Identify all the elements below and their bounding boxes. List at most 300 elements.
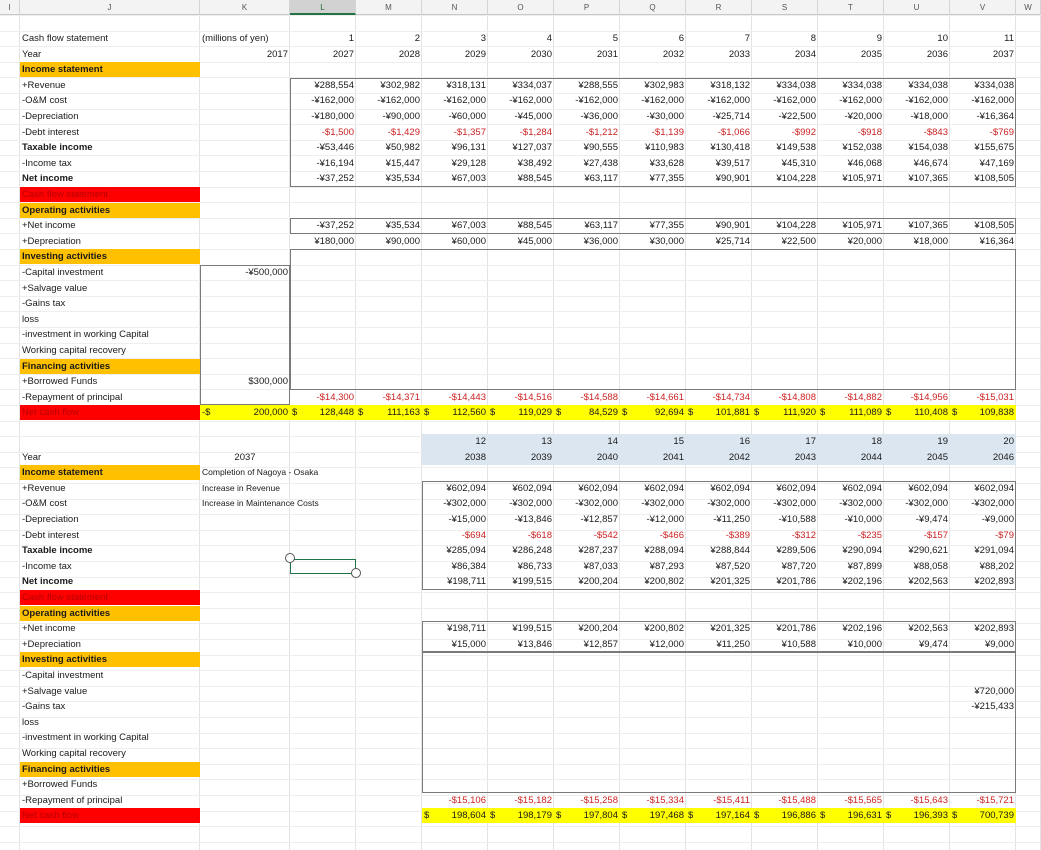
bottom-om-cell[interactable]: -¥302,000 xyxy=(773,498,816,509)
currency-symbol[interactable]: $ xyxy=(622,810,628,821)
bottom-op-net-income-cell[interactable]: ¥202,563 xyxy=(908,623,948,634)
top-row-label[interactable]: Operating activities xyxy=(20,203,200,218)
bottom-om-cell[interactable]: -¥302,000 xyxy=(641,498,684,509)
top-row-label[interactable]: -Capital investment xyxy=(22,267,104,278)
bottom-depreciation-cell[interactable]: -¥15,000 xyxy=(448,514,486,525)
top-row-label[interactable]: -Income tax xyxy=(22,158,72,169)
top-taxable-cell[interactable]: ¥90,555 xyxy=(583,142,618,153)
bottom-net-income-cell[interactable]: ¥199,515 xyxy=(512,576,552,587)
bottom-revenue-cell[interactable]: ¥602,094 xyxy=(578,483,618,494)
bottom-op-depreciation-cell[interactable]: ¥9,474 xyxy=(918,639,948,650)
top-year-cell[interactable]: 2030 xyxy=(530,49,552,60)
top-netcf-cell[interactable]: 200,000 xyxy=(253,407,288,418)
top-netcf-cell[interactable]: 101,881 xyxy=(715,407,750,418)
bottom-net-income-cell[interactable]: ¥201,786 xyxy=(776,576,816,587)
top-interest-cell[interactable]: -$1,066 xyxy=(717,127,750,138)
top-repayment-cell[interactable]: -$14,661 xyxy=(646,392,684,403)
bottom-interest-cell[interactable]: -$157 xyxy=(923,530,948,541)
bottom-index-cell[interactable]: 20 xyxy=(1003,436,1014,447)
top-om-cell[interactable]: -¥162,000 xyxy=(443,95,486,106)
top-row-label[interactable]: Financing activities xyxy=(20,359,200,374)
bottom-op-depreciation-cell[interactable]: ¥10,000 xyxy=(847,639,882,650)
bottom-interest-cell[interactable]: -$235 xyxy=(857,530,882,541)
top-taxable-cell[interactable]: ¥50,982 xyxy=(385,142,420,153)
bottom-op-depreciation-cell[interactable]: ¥9,000 xyxy=(984,639,1014,650)
top-index-cell[interactable]: 11 xyxy=(1004,33,1014,44)
top-interest-cell[interactable]: -$1,429 xyxy=(387,127,420,138)
bottom-repayment-cell[interactable]: -$15,106 xyxy=(448,795,486,806)
top-index-cell[interactable]: 5 xyxy=(612,33,618,44)
top-tax-cell[interactable]: ¥47,169 xyxy=(979,158,1014,169)
top-depreciation-cell[interactable]: -¥30,000 xyxy=(646,111,684,122)
bottom-depreciation-cell[interactable]: -¥10,588 xyxy=(778,514,816,525)
bottom-op-net-income-cell[interactable]: ¥200,802 xyxy=(644,623,684,634)
column-header-o[interactable]: O xyxy=(488,0,554,15)
bottom-revenue-cell[interactable]: ¥602,094 xyxy=(974,483,1014,494)
bottom-tax-cell[interactable]: ¥86,733 xyxy=(517,561,552,572)
column-header-u[interactable]: U xyxy=(884,0,950,15)
bottom-taxable-cell[interactable]: ¥290,621 xyxy=(908,545,948,556)
bottom-row-label[interactable]: -O&M cost xyxy=(22,498,67,509)
top-row-label[interactable]: -O&M cost xyxy=(22,95,67,106)
top-repayment-cell[interactable]: -$15,031 xyxy=(976,392,1014,403)
currency-symbol[interactable]: $ xyxy=(424,810,430,821)
bottom-net-income-cell[interactable]: ¥200,204 xyxy=(578,576,618,587)
bottom-taxable-cell[interactable]: ¥289,506 xyxy=(776,545,816,556)
bottom-row-label[interactable]: -Income tax xyxy=(22,561,72,572)
currency-symbol[interactable]: $ xyxy=(490,407,496,418)
bottom-note[interactable]: Increase in Maintenance Costs xyxy=(202,498,319,508)
top-row-label[interactable]: -Repayment of principal xyxy=(22,392,123,403)
top-year-cell[interactable]: 2037 xyxy=(992,49,1014,60)
bottom-netcf-cell[interactable]: 198,604 xyxy=(451,810,486,821)
bottom-op-depreciation-cell[interactable]: ¥11,250 xyxy=(716,639,750,650)
column-header-l[interactable]: L xyxy=(290,0,356,15)
top-om-cell[interactable]: -¥162,000 xyxy=(971,95,1014,106)
bottom-row-label[interactable]: +Net income xyxy=(22,623,76,634)
top-net-income-cell[interactable]: ¥88,545 xyxy=(517,173,552,184)
top-taxable-cell[interactable]: ¥130,418 xyxy=(710,142,750,153)
bottom-row-label[interactable]: +Depreciation xyxy=(22,639,81,650)
resize-handle-left[interactable] xyxy=(285,553,295,563)
top-revenue-cell[interactable]: ¥288,555 xyxy=(578,80,618,91)
bottom-om-cell[interactable]: -¥302,000 xyxy=(443,498,486,509)
top-taxable-cell[interactable]: ¥152,038 xyxy=(842,142,882,153)
top-index-cell[interactable]: 10 xyxy=(937,33,948,44)
top-year-cell[interactable]: 2035 xyxy=(860,49,882,60)
top-repayment-cell[interactable]: -$14,734 xyxy=(712,392,750,403)
column-header-m[interactable]: M xyxy=(356,0,422,15)
bottom-index-cell[interactable]: 17 xyxy=(805,436,816,447)
bottom-row-label[interactable]: Investing activities xyxy=(20,652,200,667)
bottom-depreciation-cell[interactable]: -¥13,846 xyxy=(514,514,552,525)
bottom-tax-cell[interactable]: ¥88,202 xyxy=(979,561,1014,572)
bottom-net-income-cell[interactable]: ¥202,563 xyxy=(908,576,948,587)
top-net-income-cell[interactable]: ¥107,365 xyxy=(908,173,948,184)
currency-symbol[interactable]: $ xyxy=(952,810,958,821)
bottom-note[interactable]: Completion of Nagoya - Osaka xyxy=(202,467,319,477)
bottom-year-label[interactable]: Year xyxy=(22,452,42,463)
top-op-net-income-cell[interactable]: ¥35,534 xyxy=(385,220,420,231)
top-borrowed-funds-cell[interactable]: $300,000 xyxy=(248,376,288,387)
top-index-cell[interactable]: 4 xyxy=(546,33,552,44)
top-om-cell[interactable]: -¥162,000 xyxy=(773,95,816,106)
top-op-depreciation-cell[interactable]: ¥45,000 xyxy=(517,236,552,247)
top-revenue-cell[interactable]: ¥334,038 xyxy=(974,80,1014,91)
top-op-depreciation-cell[interactable]: ¥180,000 xyxy=(314,236,354,247)
top-op-net-income-cell[interactable]: ¥63,117 xyxy=(584,220,618,231)
top-om-cell[interactable]: -¥162,000 xyxy=(641,95,684,106)
bottom-netcf-cell[interactable]: 197,164 xyxy=(715,810,750,821)
top-depreciation-cell[interactable]: -¥22,500 xyxy=(778,111,816,122)
bottom-depreciation-cell[interactable]: -¥10,000 xyxy=(844,514,882,525)
bottom-row-label[interactable]: +Salvage value xyxy=(22,686,88,697)
bottom-index-cell[interactable]: 15 xyxy=(673,436,684,447)
top-op-depreciation-cell[interactable]: ¥36,000 xyxy=(583,236,618,247)
currency-symbol[interactable]: $ xyxy=(556,810,562,821)
top-revenue-cell[interactable]: ¥334,038 xyxy=(908,80,948,91)
column-header-w[interactable]: W xyxy=(1016,0,1041,15)
top-netcf-cell[interactable]: 84,529 xyxy=(588,407,618,418)
top-tax-cell[interactable]: ¥45,310 xyxy=(781,158,816,169)
top-op-depreciation-cell[interactable]: ¥90,000 xyxy=(385,236,420,247)
bottom-year-cell[interactable]: 2039 xyxy=(530,452,552,463)
top-tax-cell[interactable]: -¥16,194 xyxy=(316,158,354,169)
top-repayment-cell[interactable]: -$14,443 xyxy=(448,392,486,403)
bottom-row-label[interactable]: -investment in working Capital xyxy=(22,732,149,743)
top-year-cell[interactable]: 2027 xyxy=(332,49,354,60)
bottom-netcf-cell[interactable]: 196,631 xyxy=(847,810,882,821)
top-row-label[interactable]: loss xyxy=(22,314,39,325)
bottom-row-label[interactable]: -Debt interest xyxy=(22,530,80,541)
bottom-year-cell[interactable]: 2044 xyxy=(860,452,882,463)
bottom-row-label[interactable]: -Depreciation xyxy=(22,514,79,525)
bottom-op-depreciation-cell[interactable]: ¥13,846 xyxy=(517,639,552,650)
top-interest-cell[interactable]: -$1,284 xyxy=(519,127,552,138)
bottom-net-income-cell[interactable]: ¥200,802 xyxy=(644,576,684,587)
bottom-row-label[interactable]: +Borrowed Funds xyxy=(22,779,98,790)
currency-symbol[interactable]: $ xyxy=(886,810,892,821)
bottom-revenue-cell[interactable]: ¥602,094 xyxy=(908,483,948,494)
bottom-repayment-cell[interactable]: -$15,258 xyxy=(580,795,618,806)
bottom-row-label[interactable]: Taxable income xyxy=(22,545,93,556)
top-net-income-cell[interactable]: ¥108,505 xyxy=(974,173,1014,184)
top-interest-cell[interactable]: -$1,357 xyxy=(453,127,486,138)
bottom-interest-cell[interactable]: -$389 xyxy=(725,530,750,541)
top-index-cell[interactable]: 1 xyxy=(348,33,354,44)
top-row-label[interactable]: +Revenue xyxy=(22,80,66,91)
top-net-income-cell[interactable]: ¥105,971 xyxy=(842,173,882,184)
bottom-op-net-income-cell[interactable]: ¥199,515 xyxy=(512,623,552,634)
bottom-om-cell[interactable]: -¥302,000 xyxy=(839,498,882,509)
column-header-k[interactable]: K xyxy=(200,0,290,15)
top-row-label[interactable]: +Depreciation xyxy=(22,236,81,247)
top-depreciation-cell[interactable]: -¥25,714 xyxy=(712,111,750,122)
bottom-revenue-cell[interactable]: ¥602,094 xyxy=(446,483,486,494)
top-depreciation-cell[interactable]: -¥45,000 xyxy=(514,111,552,122)
top-depreciation-cell[interactable]: -¥60,000 xyxy=(448,111,486,122)
bottom-index-cell[interactable]: 18 xyxy=(871,436,882,447)
column-header-i[interactable]: I xyxy=(0,0,20,15)
top-tax-cell[interactable]: ¥15,447 xyxy=(385,158,420,169)
bottom-row-label[interactable]: -Capital investment xyxy=(22,670,104,681)
top-index-cell[interactable]: 3 xyxy=(480,33,486,44)
top-interest-cell[interactable]: -$769 xyxy=(989,127,1014,138)
currency-symbol[interactable]: $ xyxy=(820,407,826,418)
bottom-interest-cell[interactable]: -$542 xyxy=(593,530,618,541)
top-op-net-income-cell[interactable]: ¥90,901 xyxy=(715,220,750,231)
top-interest-cell[interactable]: -$843 xyxy=(923,127,948,138)
top-netcf-cell[interactable]: 109,838 xyxy=(979,407,1014,418)
currency-symbol[interactable]: $ xyxy=(688,407,694,418)
top-op-depreciation-cell[interactable]: ¥60,000 xyxy=(451,236,486,247)
bottom-tax-cell[interactable]: ¥87,520 xyxy=(715,561,750,572)
top-repayment-cell[interactable]: -$14,882 xyxy=(844,392,882,403)
top-unit[interactable]: (millions of yen) xyxy=(202,33,269,44)
bottom-repayment-cell[interactable]: -$15,721 xyxy=(976,795,1014,806)
bottom-taxable-cell[interactable]: ¥291,094 xyxy=(974,545,1014,556)
top-revenue-cell[interactable]: ¥334,037 xyxy=(512,80,552,91)
top-row-label[interactable]: +Salvage value xyxy=(22,283,88,294)
bottom-year-note[interactable]: 2037 xyxy=(234,452,256,463)
top-op-net-income-cell[interactable]: ¥107,365 xyxy=(908,220,948,231)
bottom-tax-cell[interactable]: ¥87,720 xyxy=(781,561,816,572)
top-tax-cell[interactable]: ¥33,628 xyxy=(649,158,684,169)
top-row-label[interactable]: -Debt interest xyxy=(22,127,80,138)
top-index-cell[interactable]: 7 xyxy=(744,33,750,44)
column-header-v[interactable]: V xyxy=(950,0,1016,15)
bottom-index-cell[interactable]: 12 xyxy=(475,436,486,447)
top-repayment-cell[interactable]: -$14,371 xyxy=(382,392,420,403)
bottom-op-depreciation-cell[interactable]: ¥12,857 xyxy=(583,639,618,650)
currency-symbol[interactable]: $ xyxy=(688,810,694,821)
top-year-cell[interactable]: 2029 xyxy=(464,49,486,60)
bottom-year-cell[interactable]: 2045 xyxy=(926,452,948,463)
column-header-q[interactable]: Q xyxy=(620,0,686,15)
bottom-salvage-cell[interactable]: ¥720,000 xyxy=(974,686,1014,697)
top-depreciation-cell[interactable]: -¥90,000 xyxy=(382,111,420,122)
bottom-row-label[interactable]: Operating activities xyxy=(20,606,200,621)
top-row-label[interactable]: Net cash flow xyxy=(20,405,200,420)
bottom-repayment-cell[interactable]: -$15,182 xyxy=(514,795,552,806)
currency-symbol[interactable]: $ xyxy=(952,407,958,418)
bottom-interest-cell[interactable]: -$694 xyxy=(461,530,486,541)
bottom-note[interactable]: Increase in Revenue xyxy=(202,483,280,493)
top-row-label[interactable]: -Depreciation xyxy=(22,111,79,122)
bottom-op-depreciation-cell[interactable]: ¥10,588 xyxy=(781,639,816,650)
bottom-row-label[interactable]: Net income xyxy=(22,576,74,587)
bottom-repayment-cell[interactable]: -$15,334 xyxy=(646,795,684,806)
top-revenue-cell[interactable]: ¥288,554 xyxy=(314,80,354,91)
top-netcf-cell[interactable]: 119,029 xyxy=(518,407,552,418)
column-header-p[interactable]: P xyxy=(554,0,620,15)
top-taxable-cell[interactable]: ¥110,983 xyxy=(645,142,684,153)
bottom-taxable-cell[interactable]: ¥288,094 xyxy=(644,545,684,556)
bottom-index-cell[interactable]: 19 xyxy=(937,436,948,447)
top-om-cell[interactable]: -¥162,000 xyxy=(575,95,618,106)
currency-symbol[interactable]: $ xyxy=(490,810,496,821)
top-net-income-cell[interactable]: ¥90,901 xyxy=(715,173,750,184)
top-net-income-cell[interactable]: ¥67,003 xyxy=(451,173,486,184)
bottom-net-income-cell[interactable]: ¥202,893 xyxy=(974,576,1014,587)
top-tax-cell[interactable]: ¥46,674 xyxy=(913,158,948,169)
currency-symbol[interactable]: $ xyxy=(820,810,826,821)
bottom-tax-cell[interactable]: ¥88,058 xyxy=(913,561,948,572)
top-tax-cell[interactable]: ¥46,068 xyxy=(847,158,882,169)
top-netcf-cell[interactable]: 92,694 xyxy=(654,407,684,418)
top-interest-cell[interactable]: -$918 xyxy=(857,127,882,138)
top-repayment-cell[interactable]: -$14,516 xyxy=(514,392,552,403)
bottom-interest-cell[interactable]: -$79 xyxy=(994,530,1014,541)
top-taxable-cell[interactable]: ¥154,038 xyxy=(908,142,948,153)
bottom-netcf-cell[interactable]: 196,886 xyxy=(781,810,816,821)
top-year-cell[interactable]: 2028 xyxy=(398,49,420,60)
top-year-label[interactable]: Year xyxy=(22,49,42,60)
bottom-om-cell[interactable]: -¥302,000 xyxy=(905,498,948,509)
bottom-row-label[interactable]: Income statement xyxy=(20,465,200,480)
top-revenue-cell[interactable]: ¥302,983 xyxy=(644,80,684,91)
top-op-net-income-cell[interactable]: ¥104,228 xyxy=(776,220,816,231)
top-revenue-cell[interactable]: ¥334,038 xyxy=(776,80,816,91)
top-depreciation-cell[interactable]: -¥18,000 xyxy=(910,111,948,122)
top-op-depreciation-cell[interactable]: ¥25,714 xyxy=(715,236,750,247)
bottom-interest-cell[interactable]: -$618 xyxy=(527,530,552,541)
currency-symbol[interactable]: $ xyxy=(556,407,562,418)
top-taxable-cell[interactable]: ¥155,675 xyxy=(974,142,1014,153)
top-op-net-income-cell[interactable]: ¥77,355 xyxy=(649,220,684,231)
currency-symbol[interactable]: $ xyxy=(292,407,298,418)
top-op-net-income-cell[interactable]: ¥67,003 xyxy=(451,220,486,231)
top-om-cell[interactable]: -¥162,000 xyxy=(311,95,354,106)
bottom-op-depreciation-cell[interactable]: ¥12,000 xyxy=(649,639,684,650)
top-netcf-cell[interactable]: 111,089 xyxy=(849,407,882,418)
top-depreciation-cell[interactable]: -¥36,000 xyxy=(580,111,618,122)
top-row-label[interactable]: Income statement xyxy=(20,62,200,77)
top-netcf-cell[interactable]: 111,920 xyxy=(783,407,816,418)
top-row-label[interactable]: +Net income xyxy=(22,220,76,231)
bottom-op-net-income-cell[interactable]: ¥201,325 xyxy=(710,623,750,634)
bottom-index-cell[interactable]: 14 xyxy=(607,436,618,447)
bottom-tax-cell[interactable]: ¥87,899 xyxy=(847,561,882,572)
bottom-row-label[interactable]: Cash flow statement xyxy=(20,590,200,605)
bottom-repayment-cell[interactable]: -$15,488 xyxy=(778,795,816,806)
top-taxable-cell[interactable]: ¥149,538 xyxy=(776,142,816,153)
currency-symbol[interactable]: $ xyxy=(424,407,430,418)
top-taxable-cell[interactable]: ¥127,037 xyxy=(512,142,552,153)
bottom-depreciation-cell[interactable]: -¥9,000 xyxy=(981,514,1014,525)
top-capital-investment-cell[interactable]: -¥500,000 xyxy=(245,267,288,278)
top-net-income-cell[interactable]: ¥104,228 xyxy=(776,173,816,184)
top-op-depreciation-cell[interactable]: ¥16,364 xyxy=(979,236,1014,247)
bottom-tax-cell[interactable]: ¥86,384 xyxy=(451,561,486,572)
top-revenue-cell[interactable]: ¥302,982 xyxy=(380,80,420,91)
top-tax-cell[interactable]: ¥39,517 xyxy=(715,158,750,169)
top-op-depreciation-cell[interactable]: ¥18,000 xyxy=(913,236,948,247)
top-om-cell[interactable]: -¥162,000 xyxy=(905,95,948,106)
bottom-op-net-income-cell[interactable]: ¥202,893 xyxy=(974,623,1014,634)
bottom-depreciation-cell[interactable]: -¥12,857 xyxy=(580,514,618,525)
top-revenue-cell[interactable]: ¥318,132 xyxy=(710,80,750,91)
bottom-revenue-cell[interactable]: ¥602,094 xyxy=(512,483,552,494)
top-depreciation-cell[interactable]: -¥180,000 xyxy=(311,111,354,122)
top-netcf-cell[interactable]: 110,408 xyxy=(914,407,948,418)
bottom-taxable-cell[interactable]: ¥286,248 xyxy=(512,545,552,556)
top-op-net-income-cell[interactable]: ¥88,545 xyxy=(517,220,552,231)
resize-handle-right[interactable] xyxy=(351,568,361,578)
column-header-s[interactable]: S xyxy=(752,0,818,15)
top-row-label[interactable]: Cash flow statement xyxy=(20,187,200,202)
bottom-gains-tax-cell[interactable]: -¥215,433 xyxy=(971,701,1014,712)
bottom-year-cell[interactable]: 2040 xyxy=(596,452,618,463)
top-netcf-cell[interactable]: 128,448 xyxy=(319,407,354,418)
top-row-label[interactable]: Taxable income xyxy=(22,142,93,153)
top-om-cell[interactable]: -¥162,000 xyxy=(707,95,750,106)
top-tax-cell[interactable]: ¥38,492 xyxy=(517,158,552,169)
bottom-depreciation-cell[interactable]: -¥12,000 xyxy=(646,514,684,525)
top-netcf-cell[interactable]: 111,163 xyxy=(387,407,420,418)
top-year-cell[interactable]: 2031 xyxy=(596,49,618,60)
bottom-row-label[interactable]: Net cash flow xyxy=(20,808,200,823)
top-net-income-cell[interactable]: ¥63,117 xyxy=(584,173,618,184)
bottom-net-income-cell[interactable]: ¥201,325 xyxy=(710,576,750,587)
bottom-net-income-cell[interactable]: ¥198,711 xyxy=(447,576,486,587)
bottom-op-net-income-cell[interactable]: ¥198,711 xyxy=(447,623,486,634)
bottom-netcf-cell[interactable]: 198,179 xyxy=(517,810,552,821)
top-row-label[interactable]: Net income xyxy=(22,173,74,184)
top-op-net-income-cell[interactable]: ¥105,971 xyxy=(842,220,882,231)
top-year-cell[interactable]: 2036 xyxy=(926,49,948,60)
bottom-year-cell[interactable]: 2041 xyxy=(662,452,684,463)
bottom-taxable-cell[interactable]: ¥290,094 xyxy=(842,545,882,556)
bottom-depreciation-cell[interactable]: -¥11,250 xyxy=(713,514,750,525)
bottom-interest-cell[interactable]: -$312 xyxy=(791,530,816,541)
top-title[interactable]: Cash flow statement xyxy=(22,33,109,44)
bottom-year-cell[interactable]: 2038 xyxy=(464,452,486,463)
bottom-row-label[interactable]: Financing activities xyxy=(20,762,200,777)
top-revenue-cell[interactable]: ¥334,038 xyxy=(842,80,882,91)
top-net-income-cell[interactable]: ¥77,355 xyxy=(649,173,684,184)
top-index-cell[interactable]: 2 xyxy=(414,33,420,44)
bottom-om-cell[interactable]: -¥302,000 xyxy=(707,498,750,509)
currency-symbol[interactable]: $ xyxy=(358,407,364,418)
top-interest-cell[interactable]: -$992 xyxy=(791,127,816,138)
top-net-income-cell[interactable]: -¥37,252 xyxy=(316,173,354,184)
bottom-repayment-cell[interactable]: -$15,643 xyxy=(910,795,948,806)
top-index-cell[interactable]: 8 xyxy=(810,33,816,44)
bottom-taxable-cell[interactable]: ¥287,237 xyxy=(578,545,618,556)
top-repayment-cell[interactable]: -$14,808 xyxy=(778,392,816,403)
top-netcf-cell[interactable]: 112,560 xyxy=(452,407,486,418)
column-header-t[interactable]: T xyxy=(818,0,884,15)
bottom-op-net-income-cell[interactable]: ¥202,196 xyxy=(842,623,882,634)
bottom-repayment-cell[interactable]: -$15,411 xyxy=(713,795,750,806)
currency-symbol[interactable]: $ xyxy=(886,407,892,418)
top-op-net-income-cell[interactable]: ¥108,505 xyxy=(974,220,1014,231)
top-op-depreciation-cell[interactable]: ¥20,000 xyxy=(847,236,882,247)
top-year-cell[interactable]: 2017 xyxy=(266,49,288,60)
top-year-cell[interactable]: 2032 xyxy=(662,49,684,60)
bottom-revenue-cell[interactable]: ¥602,094 xyxy=(644,483,684,494)
top-row-label[interactable]: +Borrowed Funds xyxy=(22,376,98,387)
bottom-row-label[interactable]: -Gains tax xyxy=(22,701,66,712)
top-taxable-cell[interactable]: -¥53,446 xyxy=(316,142,354,153)
column-header-r[interactable]: R xyxy=(686,0,752,15)
bottom-revenue-cell[interactable]: ¥602,094 xyxy=(710,483,750,494)
selected-cell[interactable] xyxy=(290,559,356,574)
top-row-label[interactable]: Investing activities xyxy=(20,249,200,264)
bottom-revenue-cell[interactable]: ¥602,094 xyxy=(842,483,882,494)
bottom-netcf-cell[interactable]: 197,804 xyxy=(583,810,618,821)
